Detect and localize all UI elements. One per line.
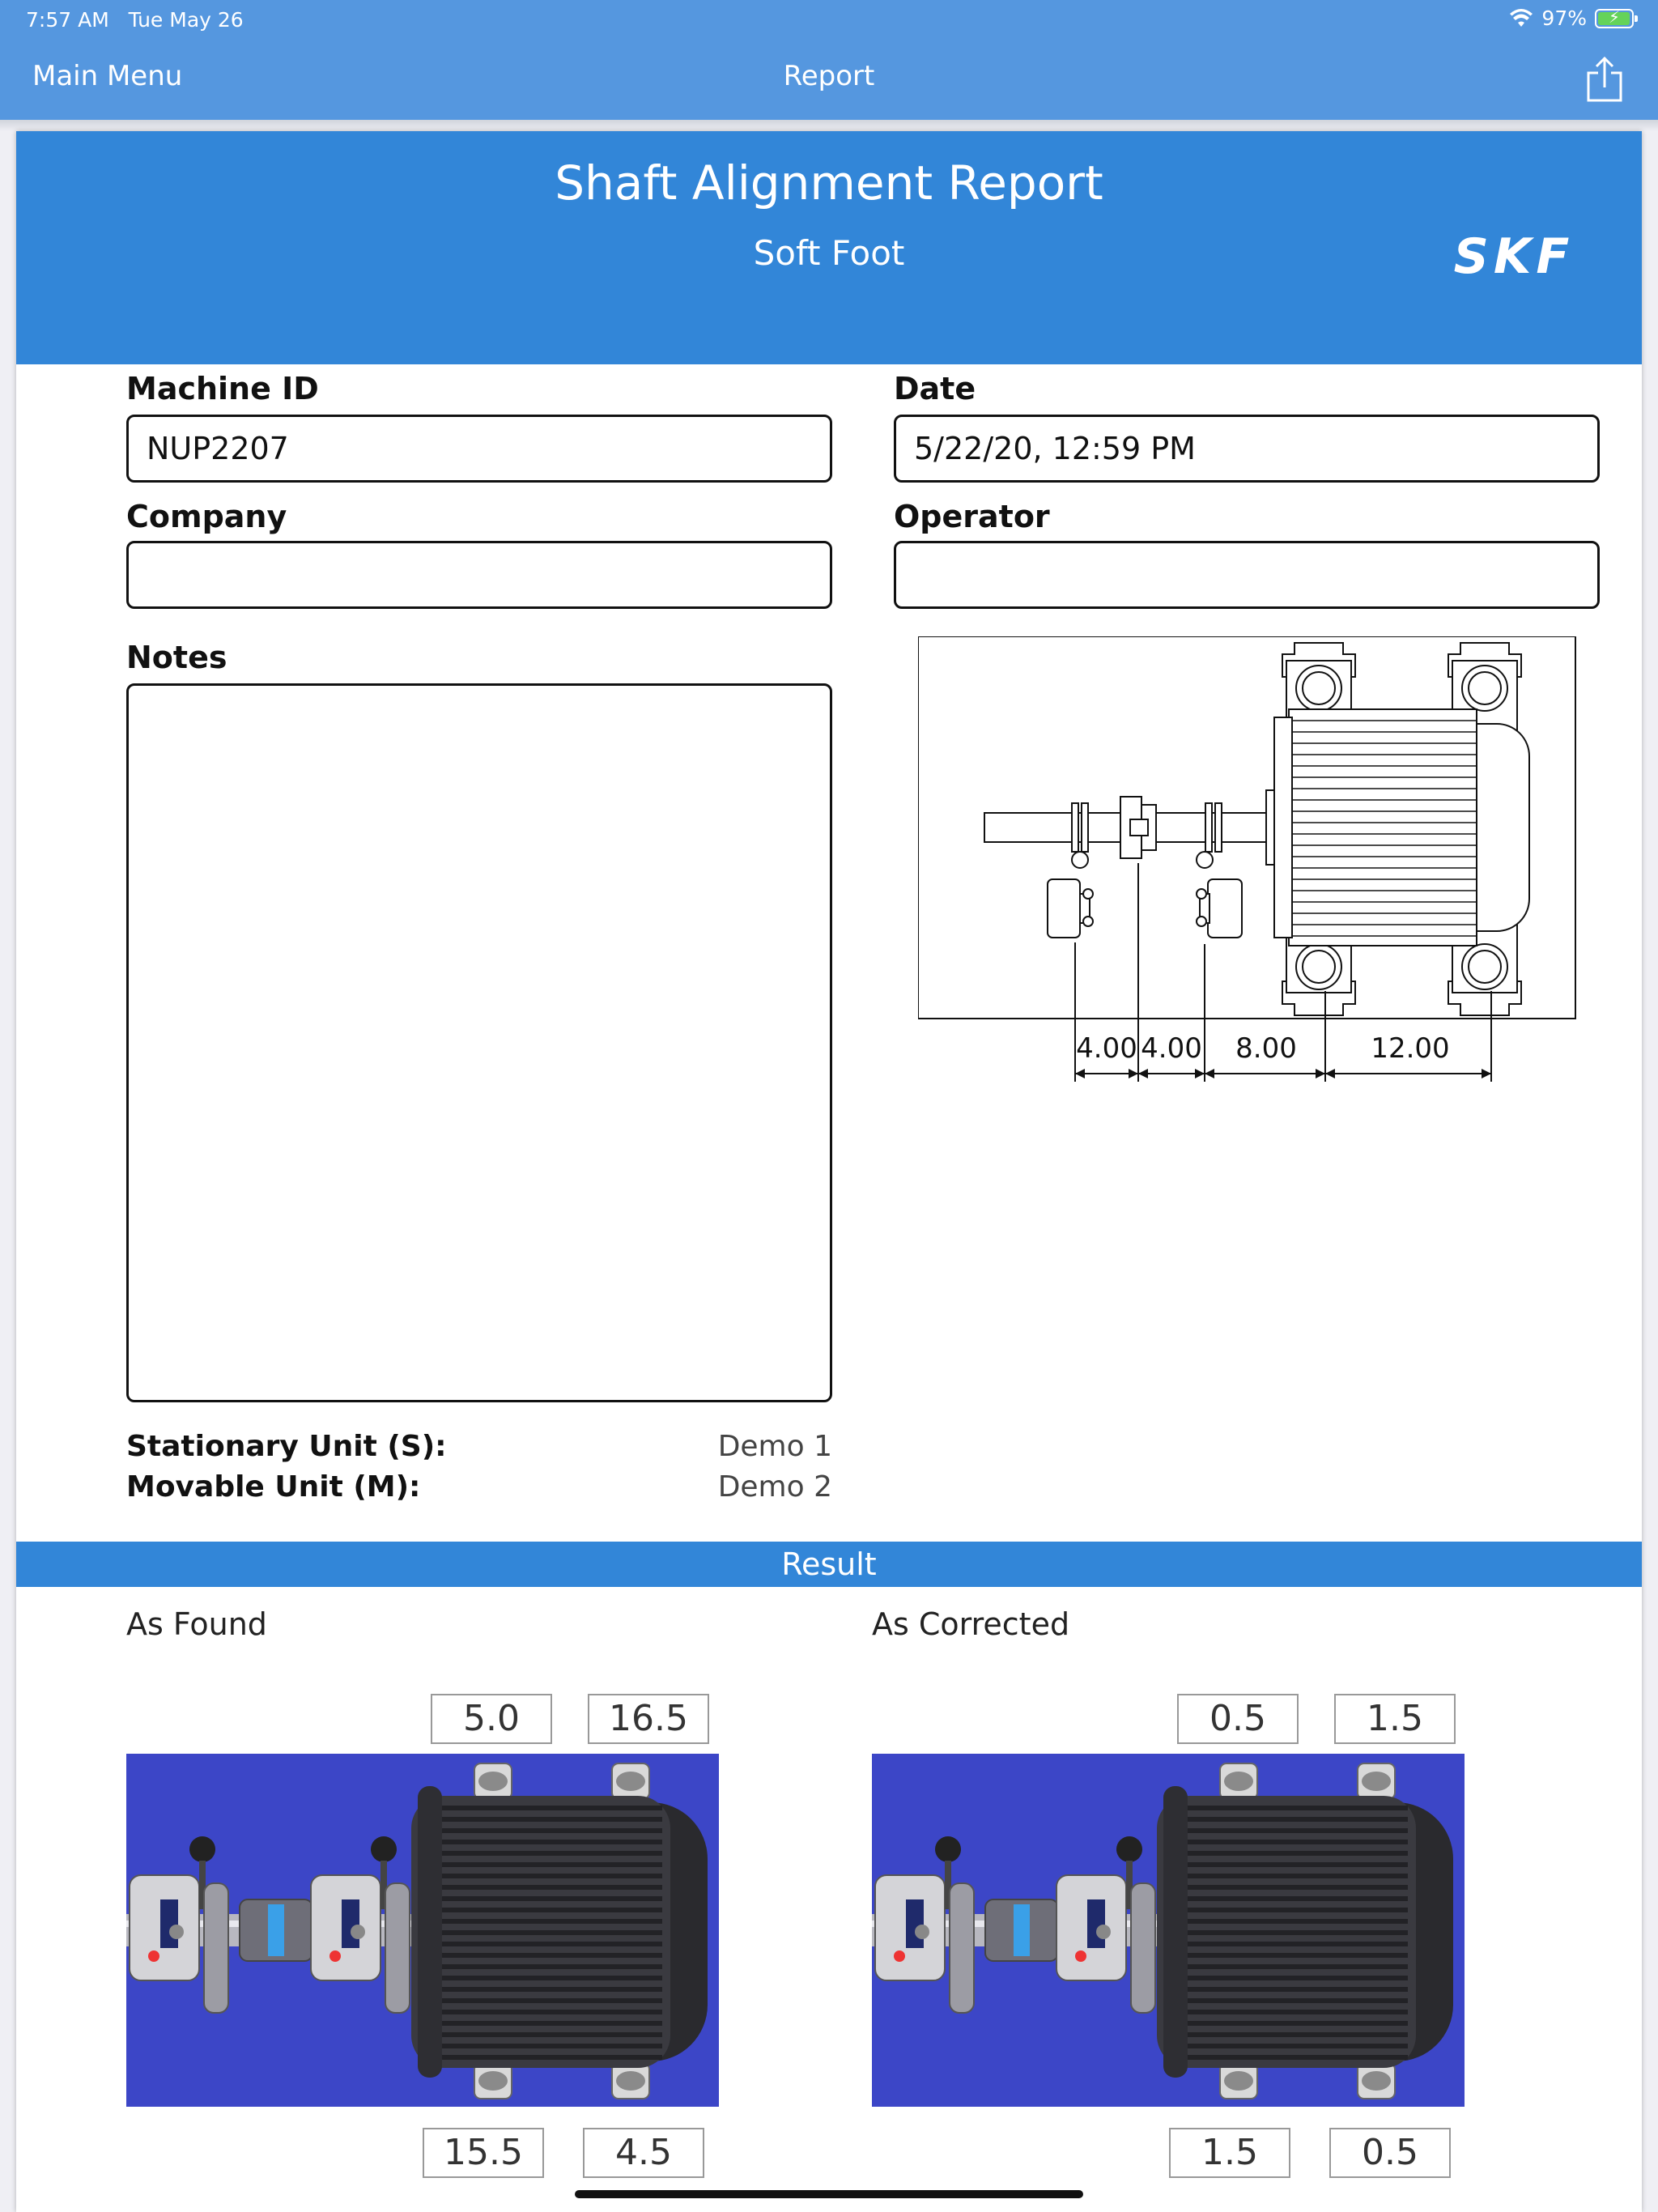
date-value: 5/22/20, 12:59 PM — [914, 431, 1196, 466]
status-bar — [0, 0, 1658, 39]
stationary-unit-value: Demo 1 — [717, 1430, 832, 1463]
machine-dimension-diagram — [918, 636, 1590, 1090]
charging-bolt-icon: ⚡ — [1608, 6, 1621, 27]
machine-render — [126, 1754, 719, 2107]
as-found-label: As Found — [126, 1606, 267, 1642]
date-field[interactable] — [894, 415, 1600, 483]
movable-unit-value: Demo 2 — [717, 1470, 832, 1504]
dimension-label: 8.00 — [1235, 1032, 1297, 1065]
as-found-top-right-value: 16.5 — [588, 1694, 709, 1744]
machine-render — [872, 1754, 1465, 2107]
as-corrected-top-left-value: 0.5 — [1177, 1694, 1299, 1744]
as-found-machine-view — [126, 1754, 719, 2107]
stationary-unit-label: Stationary Unit (S): — [126, 1430, 447, 1463]
as-corrected-label: As Corrected — [872, 1606, 1070, 1642]
operator-field[interactable] — [894, 541, 1600, 609]
battery-icon — [1595, 6, 1634, 28]
as-corrected-bottom-left-value: 1.5 — [1169, 2128, 1290, 2178]
share-icon[interactable] — [1582, 55, 1627, 104]
dimension-label: 12.00 — [1371, 1032, 1450, 1065]
dimension-label: 4.00 — [1076, 1032, 1137, 1065]
as-corrected-machine-view — [872, 1754, 1465, 2107]
report-page[interactable] — [16, 131, 1642, 2212]
as-corrected-top-right-value: 1.5 — [1334, 1694, 1456, 1744]
nav-title: Report — [783, 60, 875, 92]
notes-field[interactable] — [126, 683, 832, 1402]
report-subtitle: Soft Foot — [753, 233, 905, 273]
coupling — [1120, 797, 1156, 858]
nav-divider — [0, 120, 1658, 131]
notes-label: Notes — [126, 640, 227, 675]
status-time — [26, 8, 244, 32]
status-date-text: Tue May 26 — [128, 8, 244, 32]
machine-id-label: Machine ID — [126, 371, 319, 406]
as-found-bottom-right-value: 4.5 — [583, 2128, 704, 2178]
wifi-icon — [1509, 9, 1533, 28]
home-indicator — [575, 2190, 1083, 2198]
battery-percent: 97% — [1541, 6, 1587, 30]
motor-body — [1266, 709, 1529, 946]
status-time-text: 7:57 AM — [26, 8, 109, 32]
as-found-top-left-value: 5.0 — [431, 1694, 552, 1744]
movable-unit-label: Movable Unit (M): — [126, 1470, 421, 1504]
as-corrected-bottom-right-value: 0.5 — [1329, 2128, 1451, 2178]
company-label: Company — [126, 499, 287, 534]
dimension-label: 4.00 — [1141, 1032, 1202, 1065]
as-found-bottom-left-value: 15.5 — [423, 2128, 544, 2178]
operator-label: Operator — [894, 499, 1050, 534]
main-menu-button[interactable]: Main Menu — [32, 60, 183, 92]
company-field[interactable] — [126, 541, 832, 609]
result-header: Result — [16, 1542, 1642, 1587]
machine-id-value: NUP2207 — [147, 431, 289, 466]
skf-logo — [1429, 232, 1599, 279]
report-title: Shaft Alignment Report — [555, 155, 1103, 211]
date-label: Date — [894, 371, 976, 406]
machine-id-field[interactable] — [126, 415, 832, 483]
status-indicators — [1509, 6, 1634, 30]
svg-text:SKF: SKF — [1453, 232, 1575, 279]
